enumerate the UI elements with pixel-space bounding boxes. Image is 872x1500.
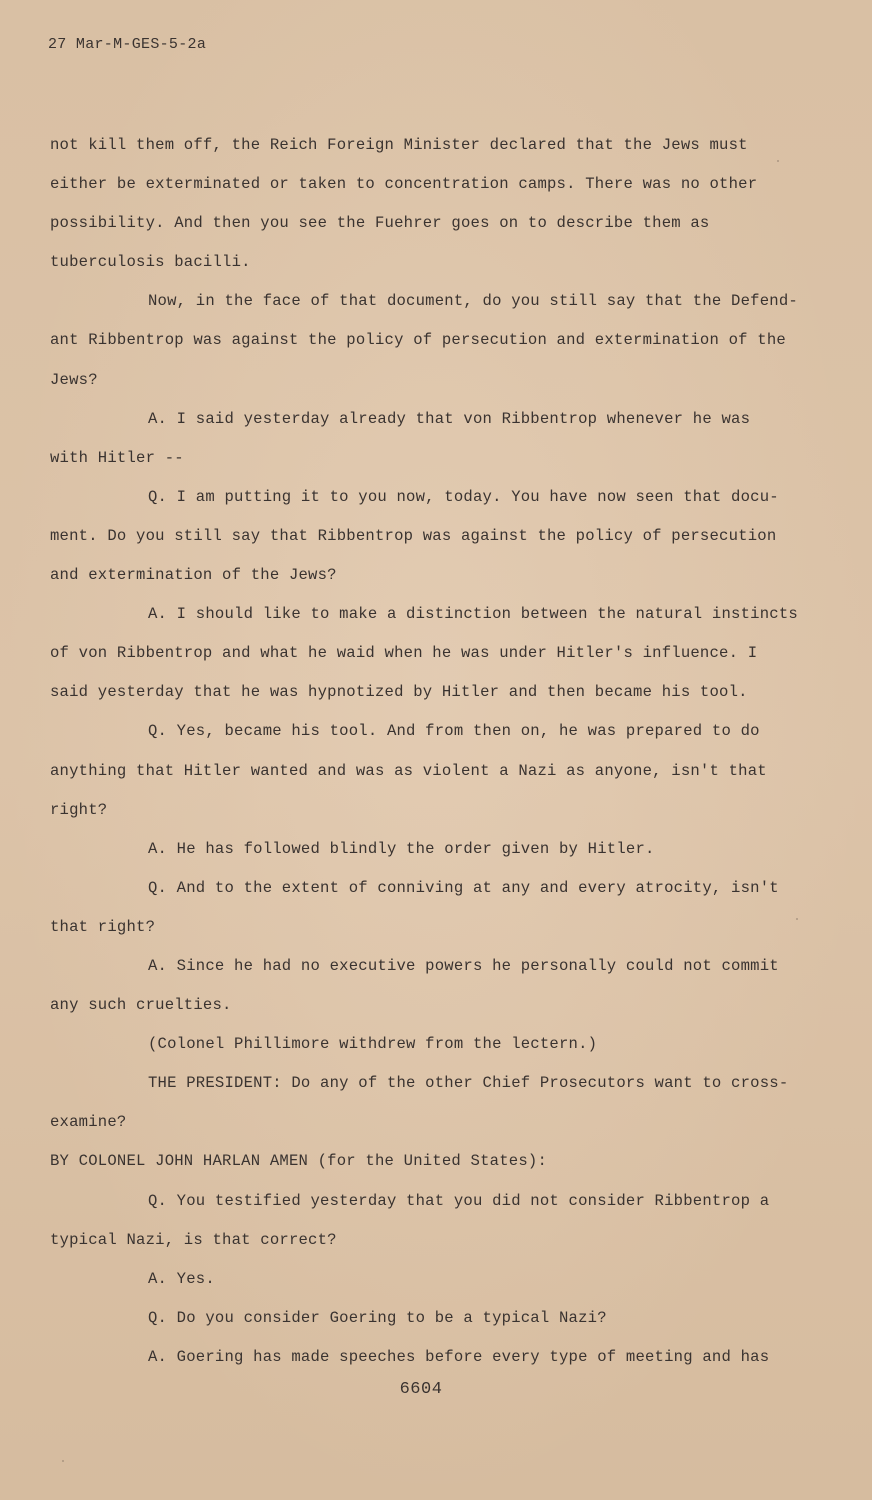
transcript-line: (Colonel Phillimore withdrew from the lectern.)	[148, 1035, 598, 1054]
transcript-line: Q. Do you consider Goering to be a typical Nazi?	[148, 1308, 607, 1327]
transcript-line: A. I should like to make a distinction between the natural instincts	[148, 605, 798, 624]
transcript-line: with Hitler --	[50, 448, 184, 467]
transcript-line: Q. You testified yesterday that you did not consider Ribbentrop a	[148, 1191, 770, 1210]
paper-speck	[796, 918, 798, 920]
transcript-line: of von Ribbentrop and what he waid when he was under Hitler's influence. I	[50, 644, 758, 663]
transcript-line: examine?	[50, 1113, 127, 1132]
transcript-line: ment. Do you still say that Ribbentrop was against the policy of persecution	[50, 526, 777, 545]
transcript-line: anything that Hitler wanted and was as violent a Nazi as anyone, isn't that	[50, 761, 767, 780]
transcript-line: BY COLONEL JOHN HARLAN AMEN (for the United States):	[50, 1152, 548, 1171]
transcript-line: right?	[50, 800, 108, 819]
transcript-line: Jews?	[50, 370, 98, 389]
transcript-line: any such cruelties.	[50, 996, 232, 1015]
transcript-line: A. I said yesterday already that von Ribbentrop whenever he was	[148, 409, 751, 428]
page-header-reference: 27 Mar-M-GES-5-2a	[48, 36, 207, 53]
transcript-line: Q. And to the extent of conniving at any and every atrocity, isn't	[148, 878, 779, 897]
transcript-line: possibility. And then you see the Fuehrer goes on to describe them as	[50, 214, 710, 233]
transcript-line: typical Nazi, is that correct?	[50, 1230, 337, 1249]
page-number: 6604	[399, 1380, 443, 1399]
transcript-line: ant Ribbentrop was against the policy of persecution and extermination of the	[50, 331, 786, 350]
transcript-line: Now, in the face of that document, do you still say that the Defend-	[148, 292, 798, 311]
transcript-line: Q. Yes, became his tool. And from then on, he was prepared to do	[148, 722, 760, 741]
transcript-line: either be exterminated or taken to concentration camps. There was no other	[50, 175, 758, 194]
transcript-line: THE PRESIDENT: Do any of the other Chief Prosecutors want to cross-	[148, 1074, 789, 1093]
transcript-body	[50, 130, 830, 1381]
transcript-line: tuberculosis bacilli.	[50, 253, 251, 272]
transcript-line: A. Yes.	[148, 1269, 215, 1288]
paper-speck	[777, 160, 779, 162]
transcript-line: said yesterday that he was hypnotized by Hitler and then became his tool.	[50, 683, 748, 702]
transcript-line: not kill them off, the Reich Foreign Minister declared that the Jews must	[50, 136, 748, 154]
transcript-line: A. Since he had no executive powers he personally could not commit	[148, 956, 779, 975]
transcript-line: Q. I am putting it to you now, today. You have now seen that docu-	[148, 487, 779, 506]
transcript-line: that right?	[50, 917, 156, 936]
transcript-line: A. Goering has made speeches before every type of meeting and has	[148, 1347, 770, 1366]
paper-speck	[62, 1460, 64, 1462]
transcript-line: and extermination of the Jews?	[50, 566, 337, 585]
transcript-line: A. He has followed blindly the order given by Hitler.	[148, 839, 655, 858]
